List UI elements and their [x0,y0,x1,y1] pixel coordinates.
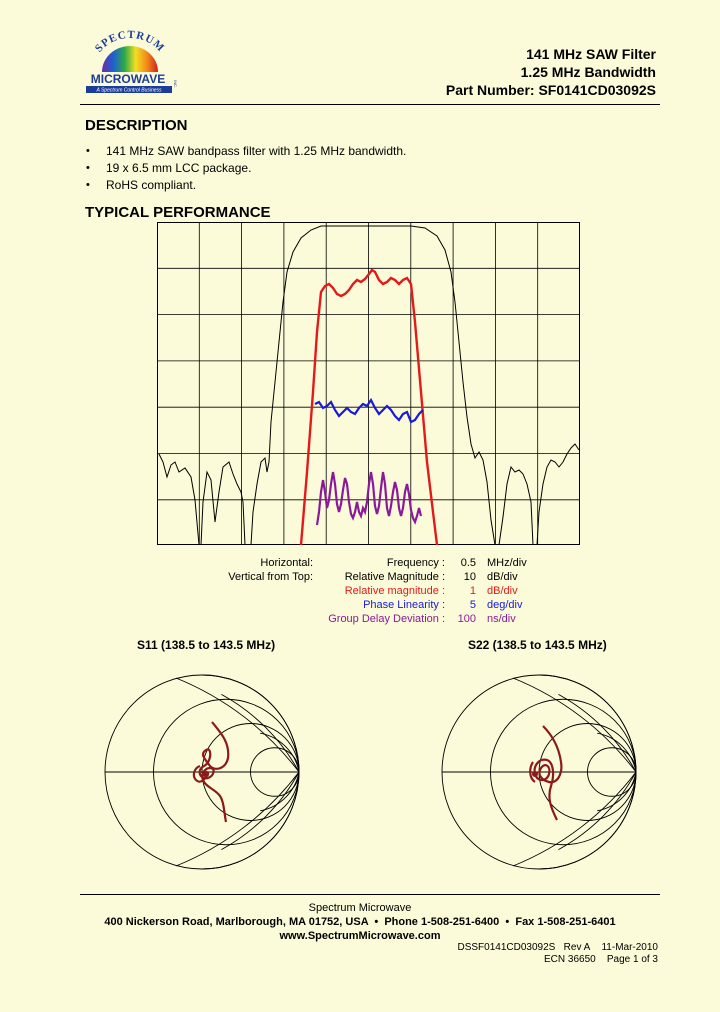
header-bandwidth: 1.25 MHz Bandwidth [520,64,656,80]
legend-label: Vertical from Top: [228,571,313,583]
legend-row-relative-magnitude-wide [160,570,580,584]
footer-phone: Phone 1-508-251-6400 [384,916,500,928]
legend-label: Horizontal: [260,557,313,569]
logo-tagline: A Spectrum Control Business [96,87,162,94]
s11-marker [203,771,209,777]
performance-title: TYPICAL PERFORMANCE [85,204,271,221]
plot-legend [160,556,580,626]
legend-name: Frequency : [386,557,445,569]
header-part-number: Part Number: SF0141CD03092S [445,82,656,98]
legend-unit: ns/div [487,613,516,625]
legend-row-phase-linearity [160,598,580,612]
trace-phase-linearity [315,400,423,422]
spectrum-microwave-logo [80,28,180,98]
legend-value: 100 [457,613,476,625]
legend-value: 0.5 [460,557,476,569]
legend-name: Group Delay Deviation : [328,613,445,625]
footer-contact: 400 Nickerson Road, Marlborough, MA 01752, USA • Phone 1-508-251-6400 • Fax 1-508-251-6401 [104,916,616,928]
legend-unit: MHz/div [487,557,527,569]
smith-chart-s11 [100,670,304,874]
description-item: • 141 MHz SAW bandpass filter with 1.25 MHz bandwidth. [86,143,406,160]
legend-name: Relative Magnitude : [344,571,445,583]
legend-row-frequency [160,556,580,570]
legend-value: 1 [469,585,476,597]
description-list [86,143,406,194]
doc-id: DSSF0141CD03092S [457,942,556,953]
footer-website-link[interactable]: www.SpectrumMicrowave.com [279,930,441,942]
legend-value: 10 [463,571,476,583]
legend-row-group-delay [160,612,580,626]
legend-name: Phase Linearity : [363,599,445,611]
footer-fax: Fax 1-508-251-6401 [515,916,616,928]
s22-title: S22 (138.5 to 143.5 MHz) [468,638,607,652]
trace-group-delay [317,472,421,525]
logo-suffix: INC. [173,80,178,88]
smith-chart-s22 [437,670,641,874]
legend-row-relative-magnitude [160,584,580,598]
description-item: • 19 x 6.5 mm LCC package. [86,160,406,177]
header-divider [80,104,660,105]
description-title: DESCRIPTION [85,117,188,134]
legend-name: Relative magnitude : [344,585,445,597]
performance-plot [157,222,581,546]
doc-ecn: ECN 36650 [544,954,596,965]
doc-date: 11-Mar-2010 [601,942,658,953]
doc-info-line1 [457,942,658,953]
footer-company: Spectrum Microwave [308,902,412,914]
header-title: 141 MHz SAW Filter [526,46,656,62]
doc-rev: Rev A [563,942,591,953]
doc-info-line2 [544,954,658,965]
legend-unit: dB/div [487,571,518,583]
s22-marker [532,771,538,777]
legend-value: 5 [469,599,476,611]
description-item: • RoHS compliant. [86,177,406,194]
legend-unit: deg/div [487,599,523,611]
smith-grid [105,675,299,869]
logo-top-text: SPECTRUM [92,28,167,55]
doc-page: Page 1 of 3 [606,954,658,965]
s11-title: S11 (138.5 to 143.5 MHz) [137,638,276,652]
footer-address: 400 Nickerson Road, Marlborough, MA 01752, USA [104,916,369,928]
logo-main-text: MICROWAVE [90,72,166,86]
footer-divider [80,894,660,895]
legend-unit: dB/div [487,585,518,597]
